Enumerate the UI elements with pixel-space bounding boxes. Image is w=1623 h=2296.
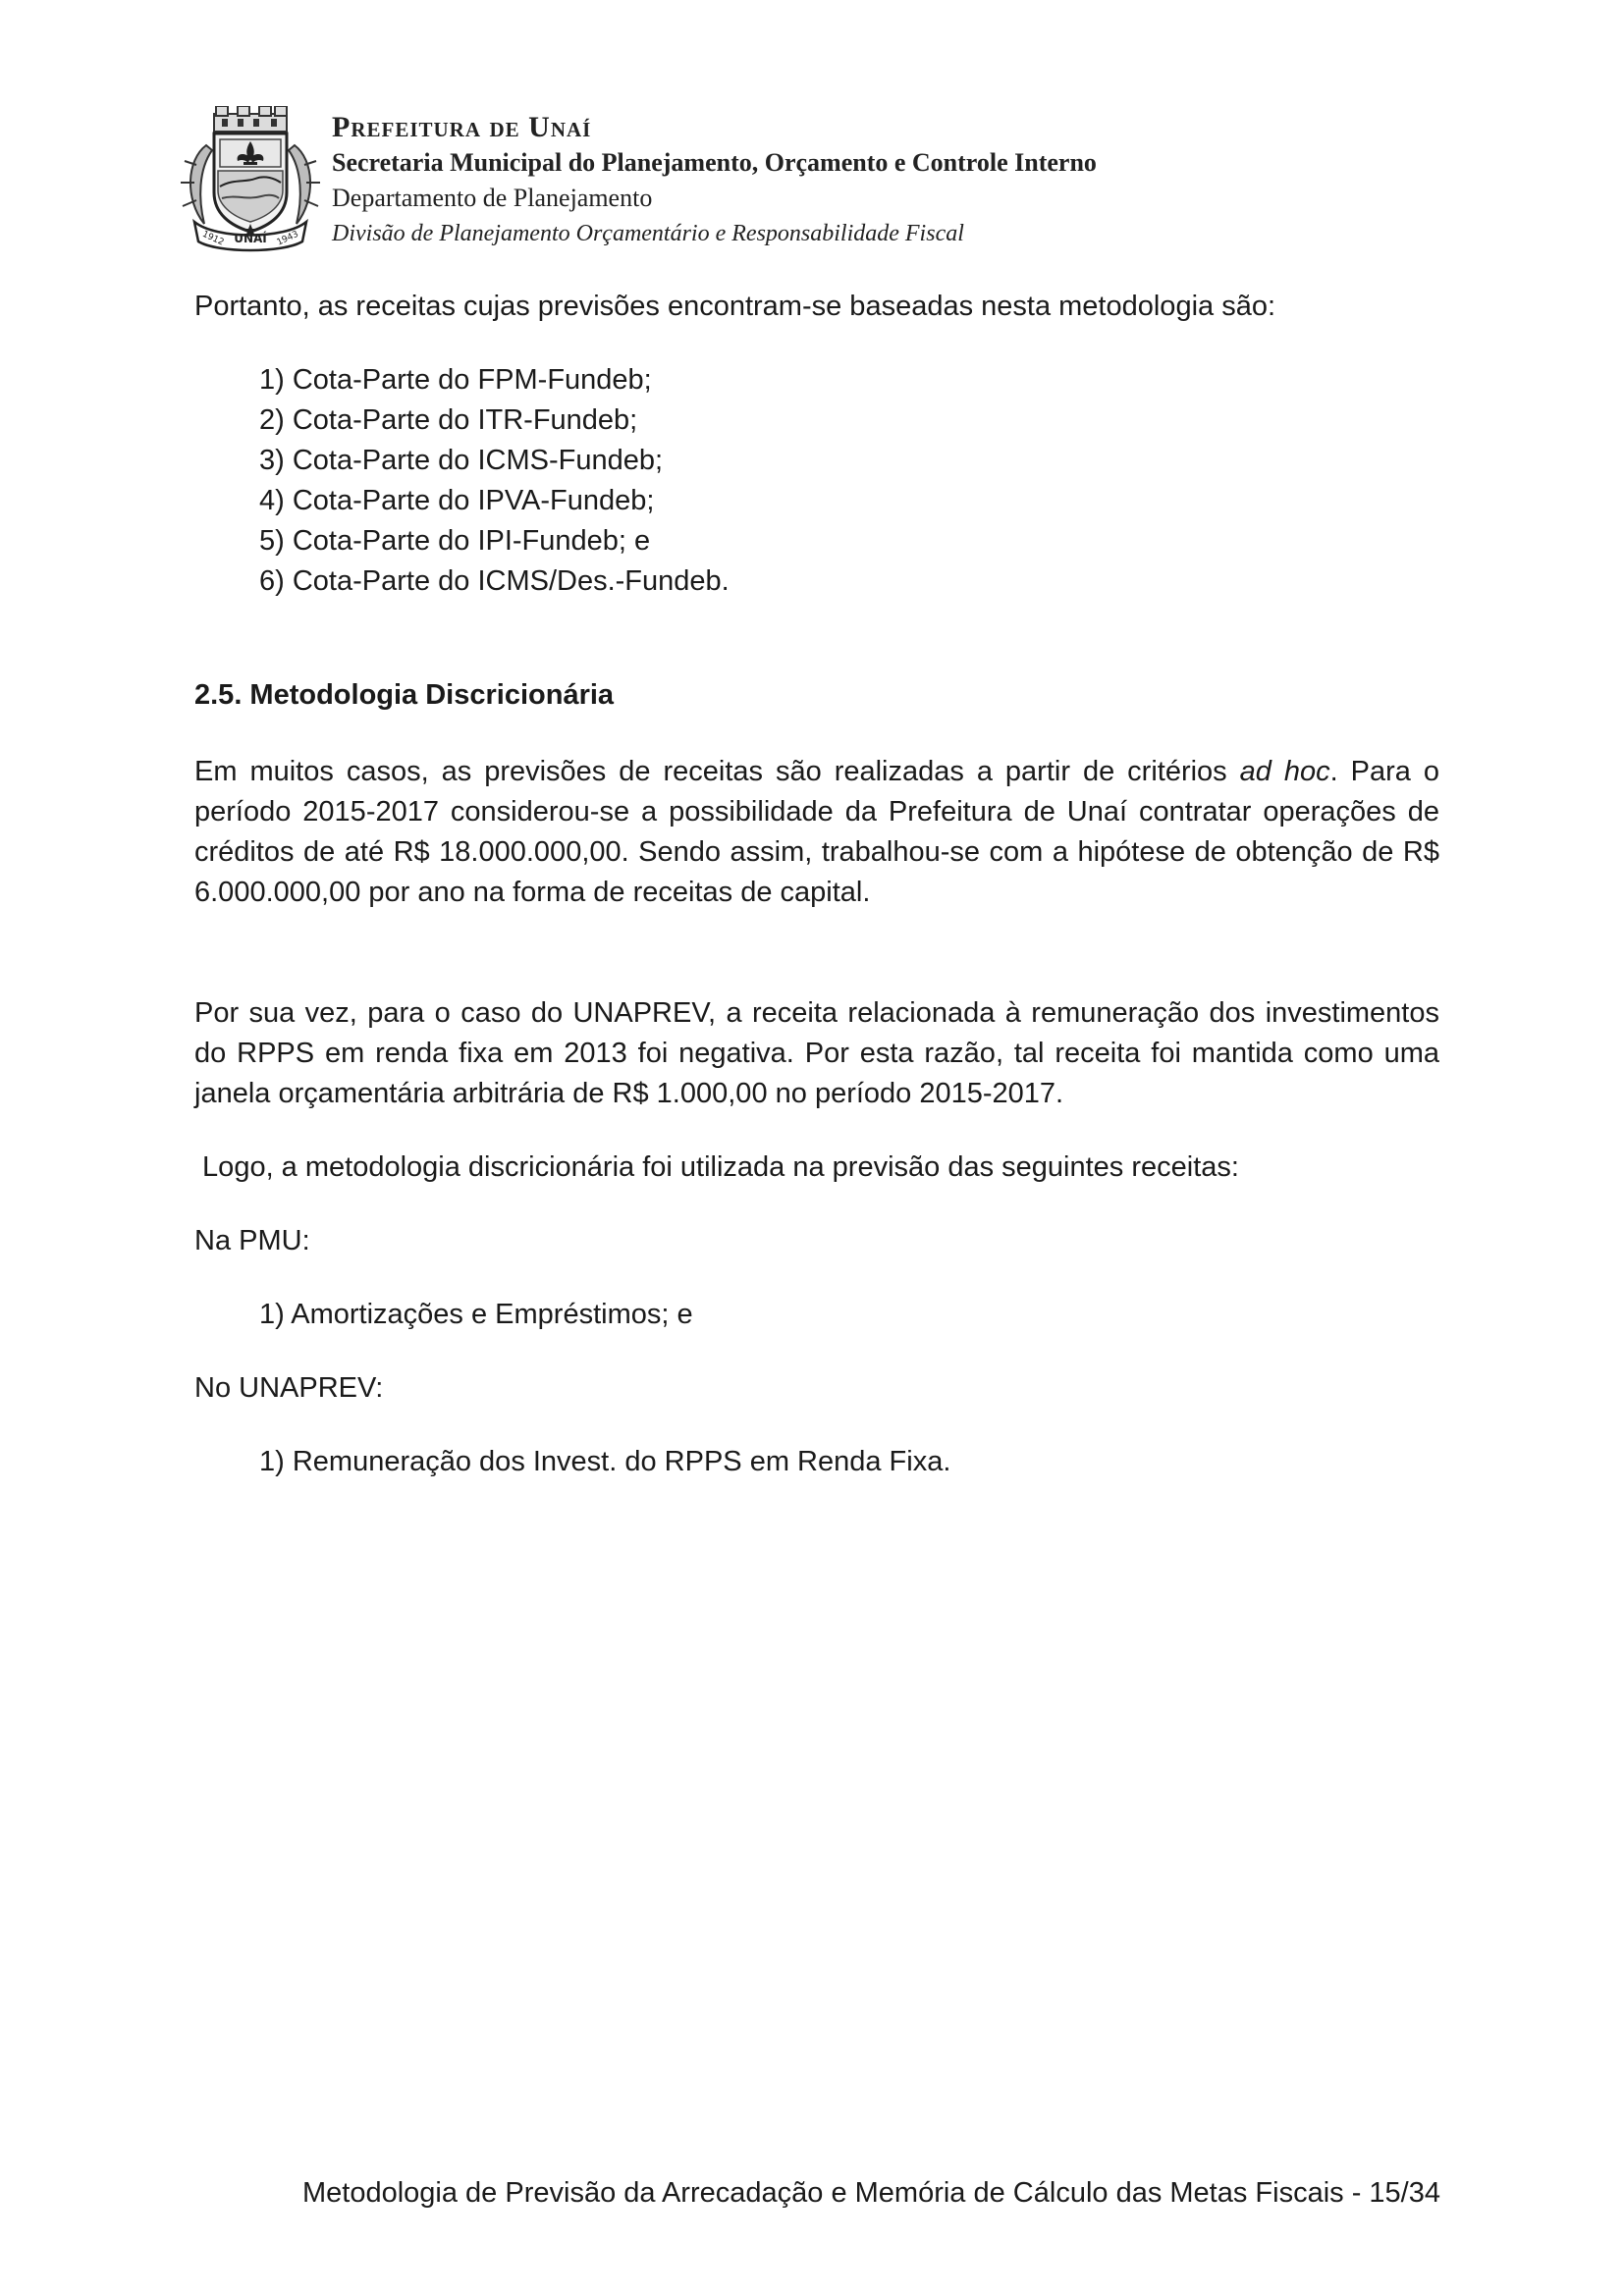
section-paragraph-2: Por sua vez, para o caso do UNAPREV, a receita relacionada à remuneração dos investimentos do RPPS em renda fixa em 2013 foi negativa. Por esta razão, tal receita foi mantida como uma janela orçamentária arbitrária de R$ 1.000,00 no período 2015-2017.	[194, 997, 1439, 1109]
list-item: 6) Cota-Parte do ICMS/Des.-Fundeb.	[259, 565, 730, 597]
paragraph-text: . Para o período 2015-2017 considerou-se a possibilidade da Prefeitura de Unaí contratar operações de créditos de até R$ 18.000.000,00. Sendo assim, trabalhou-se com a hipótese de obtenção de R$ 6.000.000,00 por ano na forma de receitas de capital.	[194, 756, 1439, 908]
organization-name: Prefeitura de Unaí	[332, 111, 592, 143]
section-heading: 2.5. Metodologia Discricionária	[194, 679, 615, 711]
list-item: 1) Cota-Parte do FPM-Fundeb;	[259, 364, 652, 396]
municipal-crest-icon	[177, 106, 324, 253]
letterhead-text	[332, 106, 1097, 251]
section-paragraph-3: Logo, a metodologia discricionária foi utilizada na previsão das seguintes receitas:	[194, 1151, 1239, 1183]
letterhead	[177, 106, 1257, 263]
intro-paragraph: Portanto, as receitas cujas previsões encontram-se baseadas nesta metodologia são:	[194, 291, 1276, 322]
unaprev-list	[194, 1442, 1439, 1482]
page-footer: Metodologia de Previsão da Arrecadação e Memória de Cálculo das Metas Fiscais - 15/34	[302, 2177, 1440, 2209]
secretariat-name: Secretaria Municipal do Planejamento, Orçamento e Controle Interno	[332, 148, 1097, 177]
crest-banner-text: UNAÍ	[234, 232, 267, 245]
section-paragraph-1	[194, 752, 1439, 913]
list-item: 1) Amortizações e Empréstimos; e	[259, 1299, 693, 1330]
department-name: Departamento de Planejamento	[332, 184, 653, 212]
fundeb-list	[194, 360, 1439, 602]
crest-year-left: 1912	[200, 229, 226, 248]
list-item: 1) Remuneração dos Invest. do RPPS em Renda Fixa.	[259, 1446, 951, 1477]
list-item: 4) Cota-Parte do IPVA-Fundeb;	[259, 485, 655, 516]
pmu-label: Na PMU:	[194, 1225, 310, 1256]
document-body	[194, 287, 1439, 1482]
list-item: 5) Cota-Parte do IPI-Fundeb; e	[259, 525, 651, 557]
list-item: 3) Cota-Parte do ICMS-Fundeb;	[259, 445, 664, 476]
division-name: Divisão de Planejamento Orçamentário e Responsabilidade Fiscal	[332, 221, 964, 246]
unaprev-label: No UNAPREV:	[194, 1372, 384, 1404]
pmu-list	[194, 1295, 1439, 1335]
paragraph-italic-term: ad hoc	[1239, 756, 1330, 787]
list-item: 2) Cota-Parte do ITR-Fundeb;	[259, 404, 638, 436]
crest-year-right: 1943	[275, 229, 300, 248]
paragraph-text: Em muitos casos, as previsões de receitas são realizadas a partir de critérios	[194, 756, 1240, 787]
